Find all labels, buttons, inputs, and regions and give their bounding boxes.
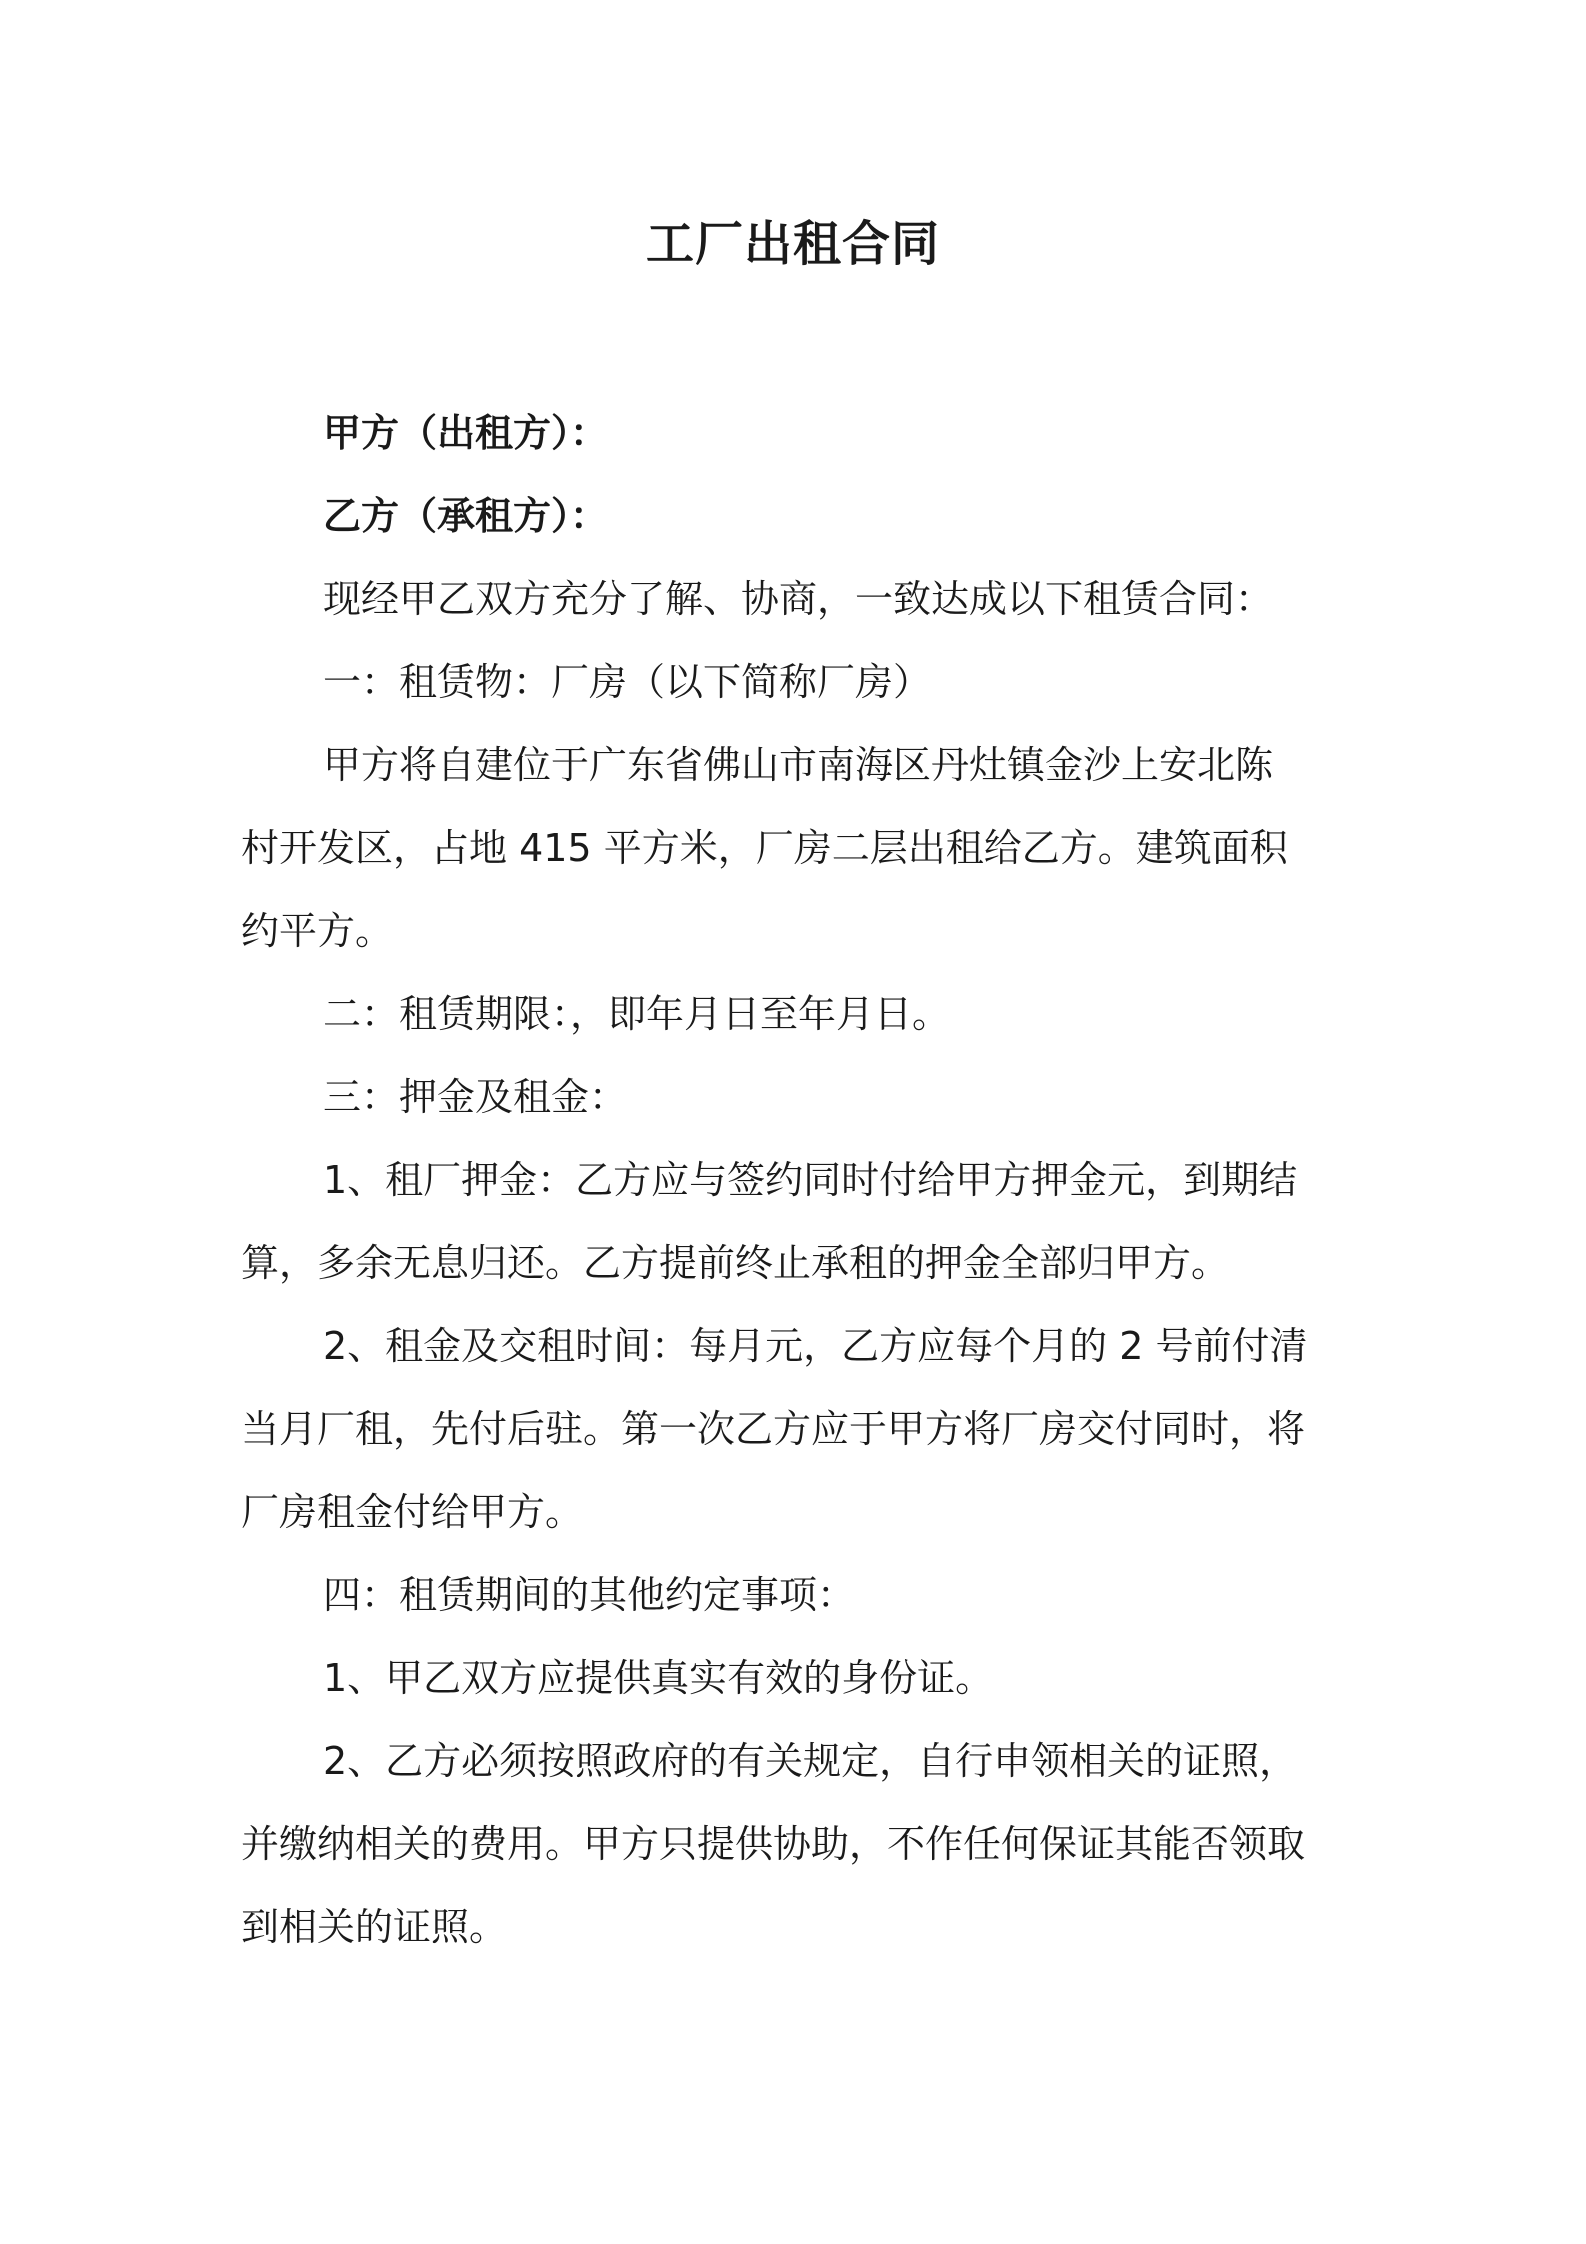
section-3-item-2-line-1: 2、租金及交租时间：每月元，乙方应每个月的 2 号前付清 <box>323 1324 1308 1368</box>
section-2-heading: 二：租赁期限：，即年月日至年月日。 <box>323 992 951 1036</box>
section-1-heading: 一：租赁物：厂房（以下简称厂房） <box>323 660 932 704</box>
document-title: 工厂出租合同 <box>645 216 940 272</box>
section-1-text-line-1: 甲方将自建位于广东省佛山市南海区丹灶镇金沙上安北陈 <box>323 743 1274 787</box>
section-1-text-line-3: 约平方。 <box>241 909 394 953</box>
section-4-heading: 四：租赁期间的其他约定事项： <box>323 1573 856 1617</box>
section-4-item-2-line-2: 并缴纳相关的费用。甲方只提供协助，不作任何保证其能否领取 <box>241 1822 1306 1866</box>
party-a-line: 甲方（出租方）： <box>323 411 609 455</box>
section-3-item-2-line-2: 当月厂租，先付后驻。第一次乙方应于甲方将厂房交付同时，将 <box>241 1407 1306 1451</box>
section-4-item-2-line-3: 到相关的证照。 <box>241 1905 508 1949</box>
section-4-item-2-line-1: 2、乙方必须按照政府的有关规定，自行申领相关的证照， <box>323 1739 1298 1783</box>
section-3-item-2-line-3: 厂房租金付给甲方。 <box>241 1490 584 1534</box>
section-3-item-1-line-1: 1、租厂押金：乙方应与签约同时付给甲方押金元，到期结 <box>323 1158 1298 1202</box>
section-1-text-line-2: 村开发区，占地 415 平方米，厂房二层出租给乙方。建筑面积 <box>241 826 1288 870</box>
section-3-item-1-line-2: 算，多余无息归还。乙方提前终止承租的押金全部归甲方。 <box>241 1241 1230 1285</box>
section-4-item-1: 1、甲乙双方应提供真实有效的身份证。 <box>323 1656 994 1700</box>
party-b-line: 乙方（承租方）： <box>323 494 609 538</box>
preamble-line: 现经甲乙双方充分了解、协商，一致达成以下租赁合同： <box>323 577 1274 621</box>
section-3-heading: 三：押金及租金： <box>323 1075 628 1119</box>
